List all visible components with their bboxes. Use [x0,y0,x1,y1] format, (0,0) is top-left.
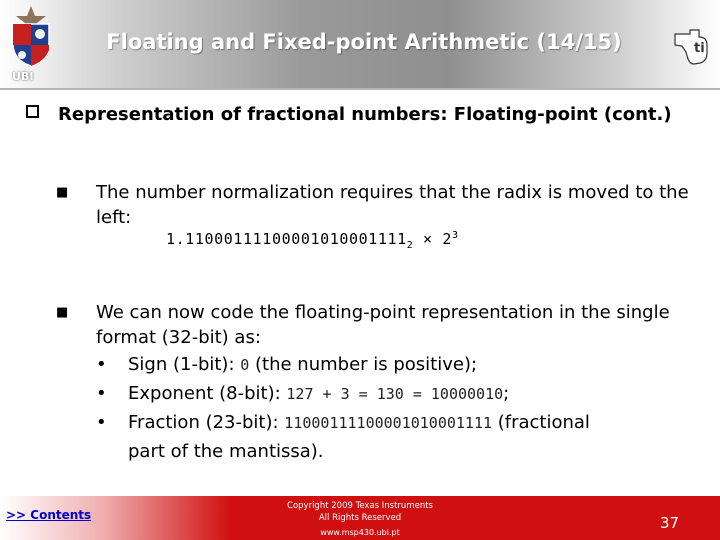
dot-bullet-icon: • [96,383,107,404]
dot-bullet-icon: • [96,354,107,375]
copyright-notice [260,500,460,524]
contents-link[interactable]: >> Contents [6,508,92,522]
single-format-intro: We can now code the floating-point representation in the single format (32-bit) as: [96,302,670,348]
normalized-formula [166,230,459,251]
university-crest-icon [4,4,58,68]
fraction-continuation: part of the mantissa). [128,441,324,462]
item-suffix: (fractional [492,412,590,433]
main-bullet-text: Representation of fractional numbers: Floating-point (cont.) [58,104,672,125]
copyright-line-2: All Rights Reserved [318,513,402,523]
item-label: Fraction (23-bit): [128,412,285,433]
formula-radix: 2 [442,230,452,248]
texas-instruments-logo-icon [672,24,716,68]
checkbox-bullet-icon [26,105,39,118]
ubi-label: UBI [12,70,34,83]
sub-bullet-text [96,300,716,464]
header-divider [0,88,720,90]
square-bullet-icon: ■ [56,305,69,320]
item-code: 127 + 3 = 130 = 10000010 [286,385,504,403]
svg-text:ti: ti [694,41,705,56]
list-item-exponent [96,381,716,410]
formula-times: × [423,230,433,248]
square-bullet-icon: ■ [56,185,69,200]
copyright-line-1: Copyright 2009 Texas Instruments [287,501,433,511]
item-code: 0 [240,356,250,374]
item-suffix: (the number is positive); [249,354,478,375]
item-suffix: ; [503,383,510,404]
item-label: Sign (1-bit): [128,354,241,375]
list-item-fraction [96,410,716,439]
formula-mantissa: 1.11000111100001010001111 [166,230,407,248]
page-number: 37 [660,514,680,532]
dot-bullet-icon: • [96,412,107,433]
formula-base: 2 [406,240,414,251]
footer-url: www.msp430.ubi.pt [320,528,400,537]
formula-exponent: 3 [451,230,459,241]
slide-title: Floating and Fixed-point Arithmetic (14/15) [106,30,622,54]
list-item-sign [96,352,716,381]
sub-bullet-text: The number normalization requires that the radix is moved to the left: [96,182,689,228]
item-code: 11000111100001010001111 [284,414,493,432]
item-label: Exponent (8-bit): [128,383,287,404]
